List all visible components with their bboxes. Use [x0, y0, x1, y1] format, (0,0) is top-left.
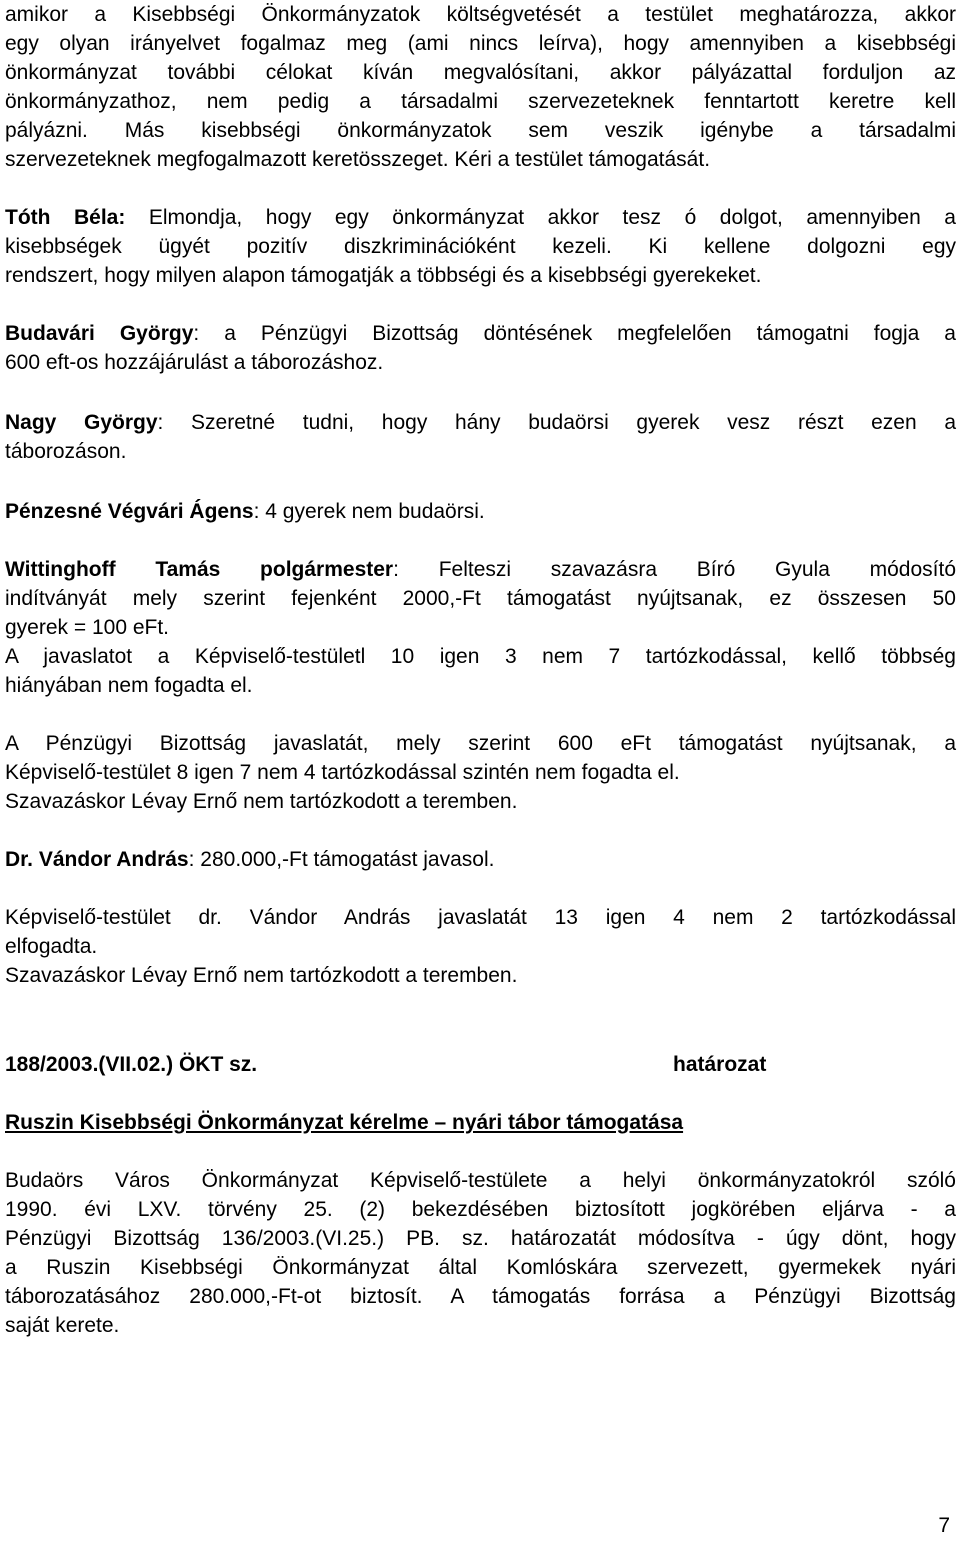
- text-line: hiányában nem fogadta el.: [5, 674, 253, 697]
- speech-text: : Felteszi szavazásra Bíró Gyula módosító: [393, 558, 956, 581]
- text-line: [5, 845, 956, 874]
- resolution-title-block: [5, 1108, 956, 1137]
- text-line: saját kerete.: [5, 1314, 120, 1337]
- text-line: 600 eft-os hozzájárulást a táborozáshoz.: [5, 351, 384, 374]
- resolution-title: Ruszin Kisebbségi Önkormányzat kérelme – nyári tábor támogatása: [5, 1111, 684, 1134]
- text-line: [5, 319, 956, 348]
- text-line: [5, 203, 956, 232]
- text-line: gyerek = 100 eFt.: [5, 616, 170, 639]
- speaker-name: Tóth Béla:: [5, 206, 126, 229]
- text-line: indítványát mely szerint fejenként 2000,-Ft támogatást nyújtsanak, ez összesen 50: [5, 587, 956, 610]
- text-line: Szavazáskor Lévay Ernő nem tartózkodott a teremben.: [5, 790, 518, 813]
- text-line: 1990. évi LXV. törvény 25. (2) bekezdésében biztosított jogkörében eljárva - a: [5, 1198, 956, 1221]
- resolution-number: 188/2003.(VII.02.) ÖKT sz.: [5, 1053, 258, 1076]
- text-line: pályázni. Más kisebbségi önkormányzatok sem veszik igénybe a társadalmi: [5, 119, 956, 142]
- paragraph-nagy: [5, 408, 956, 466]
- paragraph-penzesne: [5, 497, 956, 526]
- text-line: amikor a Kisebbségi Önkormányzatok költségvetését a testület meghatározza, akkor: [5, 3, 956, 26]
- text-line: táborozáson.: [5, 440, 127, 463]
- text-line: önkormányzat további célokat kíván megvalósítani, akkor pályázattal forduljon az: [5, 61, 956, 84]
- text-line: szervezeteknek megfogalmazott keretösszeget. Kéri a testület támogatását.: [5, 148, 711, 171]
- text-line: rendszert, hogy milyen alapon támogatják a többségi és a kisebbségi gyerekeket.: [5, 264, 762, 287]
- text-line: [5, 408, 956, 437]
- text-line: Szavazáskor Lévay Ernő nem tartózkodott a teremben.: [5, 964, 518, 987]
- text-line: elfogadta.: [5, 935, 98, 958]
- text-line: A Pénzügyi Bizottság javaslatát, mely szerint 600 eFt támogatást nyújtsanak, a: [5, 732, 956, 755]
- speaker-name: Pénzesné Végvári Ágens: [5, 500, 254, 523]
- text-line: A javaslatot a Képviselő-testületl 10 igen 3 nem 7 tartózkodással, kellő többség: [5, 645, 956, 668]
- text-line: Képviselő-testület 8 igen 7 nem 4 tartózkodással szintén nem fogadta el.: [5, 761, 680, 784]
- paragraph-toth-bela: [5, 203, 956, 290]
- paragraph-wittinghoff: [5, 555, 956, 700]
- speaker-name: Wittinghoff Tamás polgármester: [5, 558, 394, 581]
- paragraph-vote-result: [5, 903, 956, 990]
- page-number: 7: [938, 1514, 950, 1537]
- text-line: kisebbségek ügyét pozitív diszkriminációként kezeli. Ki kellene dolgozni egy: [5, 235, 956, 258]
- speech-text: : 280.000,-Ft támogatást javasol.: [188, 848, 495, 871]
- text-line: önkormányzathoz, nem pedig a társadalmi szervezeteknek fenntartott keretre kell: [5, 90, 956, 113]
- speech-text: Elmondja, hogy egy önkormányzat akkor tesz ó dolgot, amennyiben a: [125, 206, 956, 229]
- speaker-name: Budavári György: [5, 322, 194, 345]
- speech-text: : 4 gyerek nem budaörsi.: [253, 500, 485, 523]
- text-line: Budaörs Város Önkormányzat Képviselő-testülete a helyi önkormányzatokról szóló: [5, 1169, 956, 1192]
- text-line: a Ruszin Kisebbségi Önkormányzat által Komlóskára szervezett, gyermekek nyári: [5, 1256, 956, 1279]
- text-line: egy olyan irányelvet fogalmaz meg (ami nincs leírva), hogy amennyiben a kisebbségi: [5, 32, 956, 55]
- paragraph-intro: [5, 0, 956, 174]
- paragraph-budavari: [5, 319, 956, 377]
- paragraph-penzugyi-bizottsag: [5, 729, 956, 816]
- paragraph-vandor: [5, 845, 956, 874]
- speech-text: : a Pénzügyi Bizottság döntésének megfelelően támogatni fogja a: [193, 322, 956, 345]
- text-line: táborozatásához 280.000,-Ft-ot biztosít. A támogatás forrása a Pénzügyi Bizottság: [5, 1285, 956, 1308]
- resolution-body: [5, 1166, 956, 1340]
- resolution-kind: határozat: [673, 1053, 767, 1076]
- speaker-name: Dr. Vándor András: [5, 848, 189, 871]
- text-line: Pénzügyi Bizottság 136/2003.(VI.25.) PB. sz. határozatát módosítva - úgy dönt, hogy: [5, 1227, 956, 1250]
- text-line: Képviselő-testület dr. Vándor András javaslatát 13 igen 4 nem 2 tartózkodással: [5, 906, 956, 929]
- speech-text: : Szeretné tudni, hogy hány budaörsi gyerek vesz részt ezen a: [157, 411, 956, 434]
- speaker-name: Nagy György: [5, 411, 158, 434]
- resolution-heading: [5, 1050, 956, 1079]
- text-line: [5, 497, 956, 526]
- text-line: [5, 555, 956, 584]
